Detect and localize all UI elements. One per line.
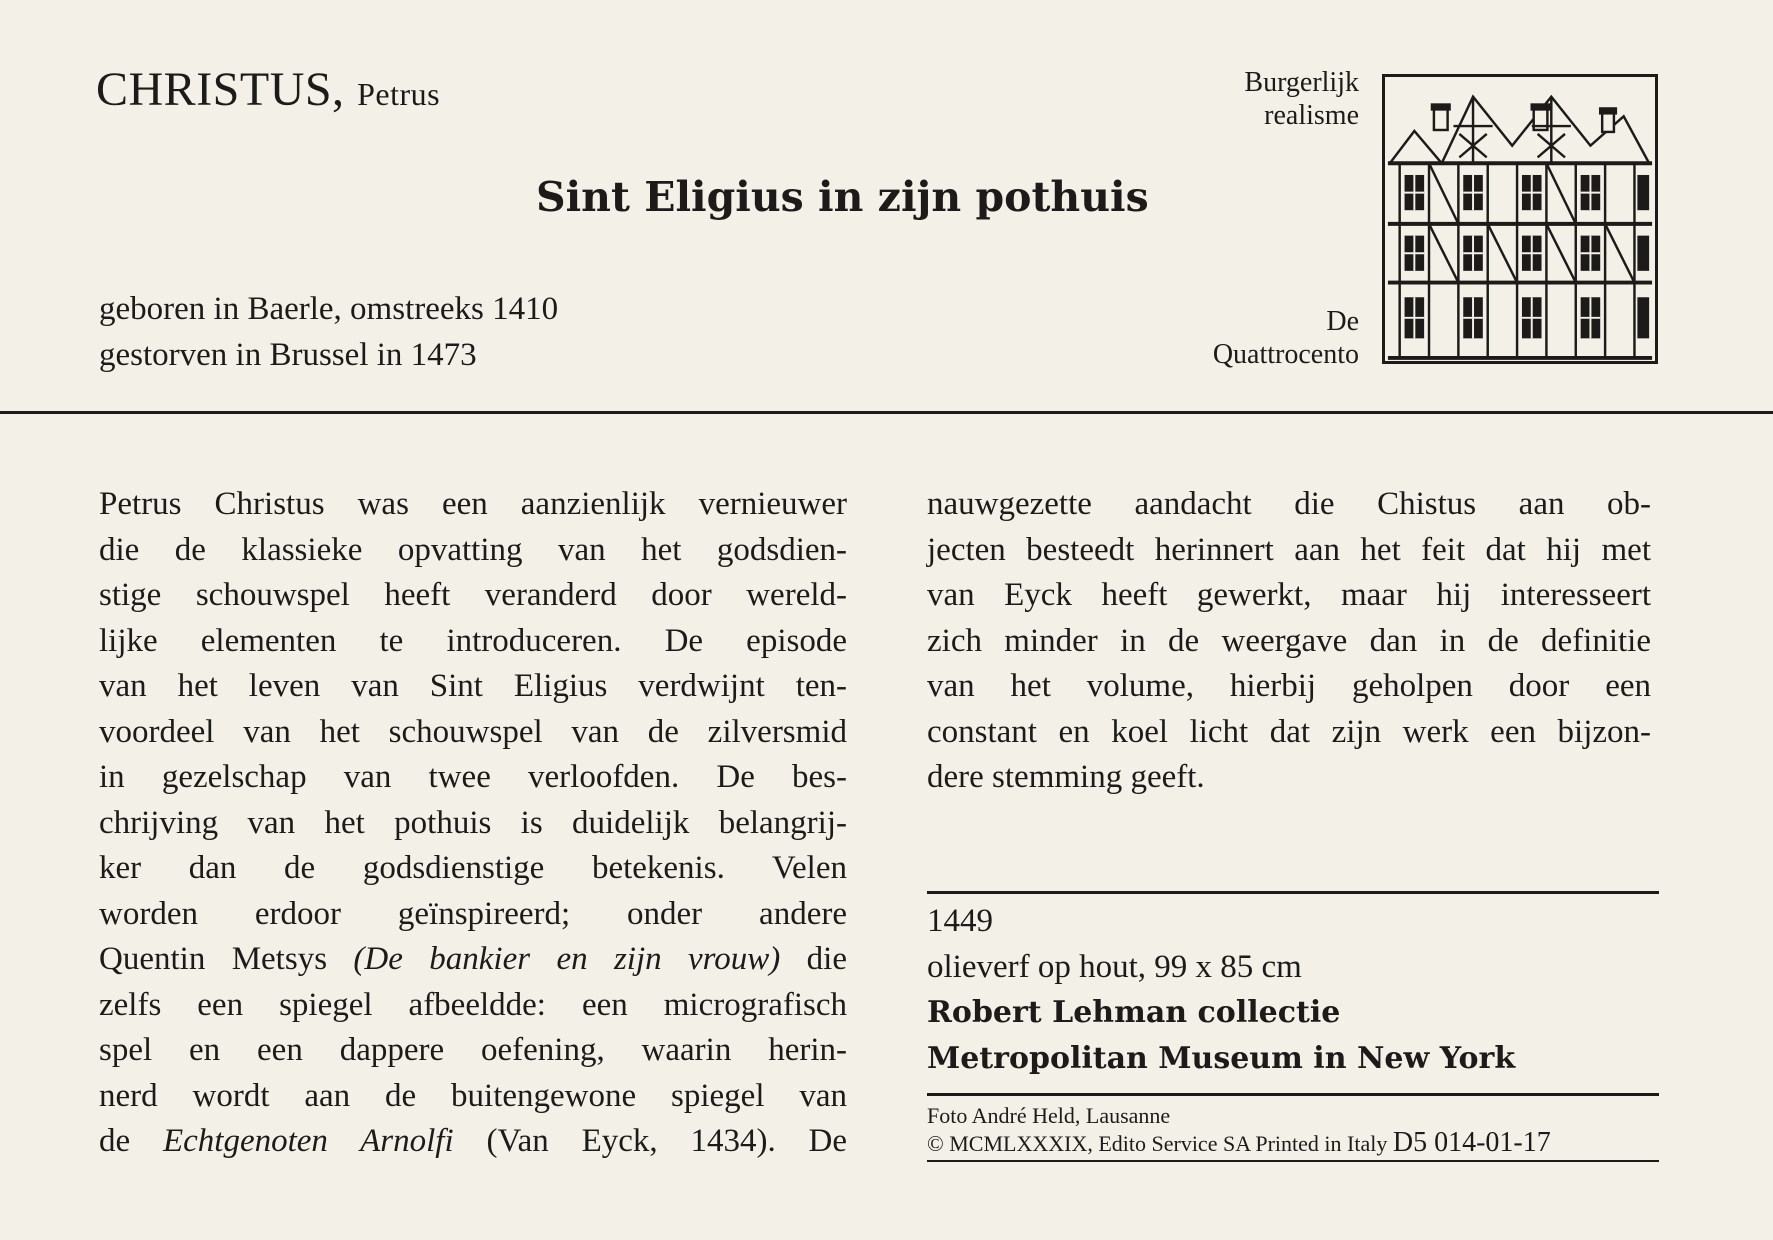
info-top-divider bbox=[927, 891, 1659, 894]
text-line: stige schouwspel heeft veranderd door wereld- bbox=[99, 577, 847, 613]
text-line: dere stemming geeft. bbox=[927, 759, 1205, 795]
movement-line-1: Burgerlijk bbox=[1244, 67, 1359, 98]
text-line: constant en koel licht dat zijn werk een bijzon- bbox=[927, 713, 1651, 750]
art-movement bbox=[1244, 66, 1359, 132]
credits-divider bbox=[927, 1093, 1659, 1096]
text-line bbox=[99, 937, 847, 983]
artist-given-name: Petrus bbox=[357, 76, 441, 112]
artwork-medium: olieverf op hout, 99 x 85 cm bbox=[927, 949, 1302, 985]
period-line-2: Quattrocento bbox=[1212, 339, 1359, 370]
photo-credit: Foto André Held, Lausanne bbox=[927, 1103, 1171, 1128]
artist-surname: CHRISTUS, bbox=[96, 63, 345, 116]
artwork-collection: Robert Lehman collectie bbox=[927, 995, 1341, 1030]
text-line: zich minder in de weergave dan in de definitie bbox=[927, 622, 1651, 659]
half-timbered-houses-icon bbox=[1382, 74, 1658, 364]
text-line: die de klassieke opvatting van het godsdien- bbox=[99, 531, 847, 568]
text-line: voordeel van het schouwspel van de zilversmid bbox=[99, 713, 847, 750]
death-info: gestorven in Brussel in 1473 bbox=[99, 337, 477, 373]
text-line: spel en een dappere oefening, waarin herin- bbox=[99, 1032, 847, 1068]
description-right-column bbox=[927, 482, 1651, 801]
artwork-year: 1449 bbox=[927, 903, 993, 939]
movement-line-2: realisme bbox=[1264, 100, 1359, 131]
art-period bbox=[1213, 305, 1359, 371]
artwork-reference: (De bankier en zijn vrouw) bbox=[353, 941, 781, 977]
text-line bbox=[99, 1119, 847, 1165]
text-line: Petrus Christus was een aanzienlijk vernieuwer bbox=[99, 486, 847, 522]
artwork-reference: Echtgenoten Arnolfi bbox=[162, 1123, 454, 1159]
text-fragment: Quentin Metsys bbox=[99, 941, 354, 977]
artwork-title: Sint Eligius in zijn pothuis bbox=[536, 173, 1149, 221]
period-line-1: De bbox=[1326, 306, 1359, 337]
artist-name bbox=[96, 62, 440, 117]
text-line: van het leven van Sint Eligius verdwijnt ten- bbox=[99, 668, 847, 704]
card-code: D5 014-01-17 bbox=[1392, 1127, 1551, 1158]
credits-bottom-divider bbox=[927, 1160, 1659, 1162]
text-line: nauwgezette aandacht die Chistus aan ob- bbox=[927, 486, 1651, 522]
copyright-line bbox=[927, 1129, 1551, 1157]
artwork-details bbox=[927, 898, 1515, 1082]
description-left-column bbox=[99, 482, 847, 1165]
text-line: zelfs een spiegel afbeeldde: een micrografisch bbox=[99, 986, 847, 1023]
artwork-museum: Metropolitan Museum in New York bbox=[927, 1041, 1516, 1076]
text-line: nerd wordt aan de buitengewone spiegel van bbox=[99, 1077, 847, 1114]
credits bbox=[927, 1102, 1551, 1157]
text-line: jecten besteedt herinnert aan het feit dat hij met bbox=[927, 531, 1651, 568]
text-fragment: (Van Eyck, 1434). De bbox=[453, 1123, 847, 1159]
text-fragment: die bbox=[780, 941, 847, 977]
text-fragment: de bbox=[99, 1123, 163, 1159]
text-line: worden erdoor geïnspireerd; onder andere bbox=[99, 895, 847, 932]
text-line: lijke elementen te introduceren. De episode bbox=[99, 622, 847, 659]
copyright-text: © MCMLXXXIX, Edito Service SA Printed in Italy bbox=[927, 1131, 1388, 1156]
text-line: in gezelschap van twee verloofden. De bes- bbox=[99, 759, 847, 795]
birth-info: geboren in Baerle, omstreeks 1410 bbox=[99, 291, 559, 327]
text-line: ker dan de godsdienstige betekenis. Velen bbox=[99, 850, 847, 886]
text-line: van Eyck heeft gewerkt, maar hij interesseert bbox=[927, 577, 1651, 613]
header-divider bbox=[0, 411, 1773, 414]
text-line: chrijving van het pothuis is duidelijk belangrij- bbox=[99, 804, 847, 841]
text-line: van het volume, hierbij geholpen door een bbox=[927, 668, 1651, 704]
artist-bio bbox=[99, 286, 558, 378]
